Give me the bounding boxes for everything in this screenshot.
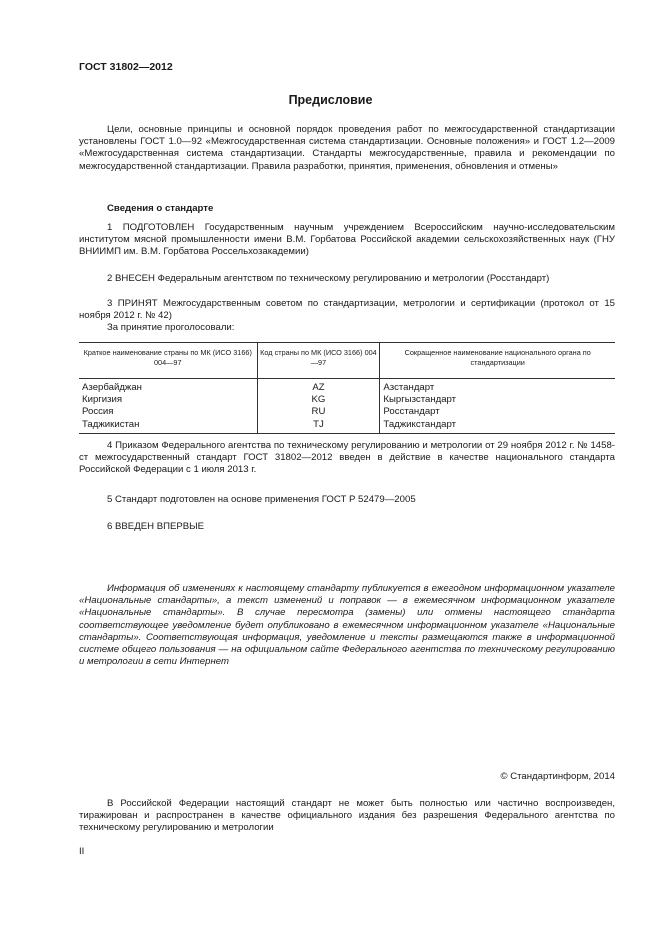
page-title: Предисловие	[288, 93, 373, 107]
table-cell: Росстандарт	[383, 406, 440, 418]
about-item-3	[79, 298, 615, 335]
about-item-6-text: 6 ВВЕДЕН ВПЕРВЫЕ	[107, 521, 205, 532]
table-header-country: Краткое наименование страны по МК (ИСО 3166) 004—97	[79, 343, 257, 379]
about-item-2	[79, 273, 615, 285]
table-cell: RU	[311, 406, 326, 418]
table-body	[79, 379, 615, 434]
voting-table	[79, 342, 615, 434]
reproduction-notice	[79, 798, 615, 835]
body-column	[380, 379, 615, 434]
about-item-2-text: 2 ВНЕСЕН Федеральным агентством по техническому регулированию и метрологии (Росстандарт)	[107, 273, 550, 284]
table-cell: Таджикстандарт	[383, 418, 457, 430]
about-item-1-text: 1 ПОДГОТОВЛЕН Государственным научным учреждением Всероссийским научно-исследовательским институтом мясной промышленности имени В.М. Горбатова Российской академии сельскохозяйственных наук (ГНУ ВНИИМП им. В.М. Горбатова Россельхозакадемии)	[79, 222, 615, 258]
about-item-4	[79, 440, 615, 477]
country-column	[79, 379, 257, 434]
table-cell: Азстандарт	[383, 382, 435, 393]
document-id: ГОСТ 31802—2012	[79, 61, 173, 73]
table-header-row	[79, 343, 615, 379]
about-item-1	[79, 222, 615, 259]
table-header-body: Сокращенное наименование национального органа по стандартизации	[380, 343, 615, 379]
table-cell: AZ	[312, 382, 325, 393]
about-item-4-text: 4 Приказом Федерального агентства по техническому регулированию и метрологии от 29 ноября 2012 г. № 1458-ст межгосударственный стандарт ГОСТ 31802—2012 введен в действие в качестве национального стандарта Российской Федерации с 1 июля 2013 г.	[79, 440, 615, 476]
info-notice	[79, 583, 615, 668]
table-cell: KG	[311, 394, 326, 406]
reproduction-notice-text: В Российской Федерации настоящий стандарт не может быть полностью или частично воспроизведен, тиражирован и распространен в качестве официального издания без разрешения Федерального агентства по техническому регулированию и метрологии	[79, 798, 615, 834]
table-cell: Азербайджан	[82, 382, 142, 393]
table-cell: Киргизия	[82, 394, 123, 406]
preface-intro	[79, 124, 615, 173]
table-header-code: Код страны по МК (ИСО 3166) 004—97	[257, 343, 380, 379]
about-item-6	[79, 521, 615, 533]
about-item-5	[79, 494, 615, 506]
about-heading: Сведения о стандарте	[107, 203, 214, 214]
page-number: II	[79, 846, 85, 857]
copyright: © Стандартинформ, 2014	[500, 771, 615, 782]
preface-intro-text: Цели, основные принципы и основной порядок проведения работ по межгосударственной стандартизации установлены ГОСТ 1.0—92 «Межгосударственная система стандартизации. Основные положения» и ГОСТ 1.2—2009 «Межгосударственная система стандартизации. Стандарты межгосударственные, правила и рекомендации по межгосударственной стандартизации. Правила разработки, принятия, применения, обновления и отмены»	[79, 124, 615, 172]
table-cell: Кыргызстандарт	[383, 394, 457, 406]
about-item-3-text: 3 ПРИНЯТ Межгосударственным советом по стандартизации, метрологии и сертификации (протокол от 15 ноября 2012 г. № 42)	[79, 298, 615, 322]
about-item-5-text: 5 Стандарт подготовлен на основе применения ГОСТ Р 52479—2005	[107, 494, 416, 505]
code-column	[257, 379, 380, 434]
table-cell: Россия	[82, 406, 114, 418]
table-cell: Таджикистан	[82, 418, 140, 430]
table-cell: TJ	[313, 418, 324, 430]
info-notice-text: Информация об изменениях к настоящему стандарту публикуется в ежегодном информационном указателе «Национальные стандарты», а текст изменений и поправок — в ежемесячном информационном указателе «Национальные стандарты». В случае пересмотра (замены) или отмены настоящего стандарта соответствующее уведомление будет опубликовано в ежемесячном информационном указателе «Национальные стандарты». Соответствующая информация, уведомление и тексты размещаются также в информационной системе общего пользования — на официальном сайте Федерального агентства по техническому регулированию и метрологии в сети Интернет	[79, 583, 615, 668]
voted-label: За принятие проголосовали:	[107, 322, 235, 334]
